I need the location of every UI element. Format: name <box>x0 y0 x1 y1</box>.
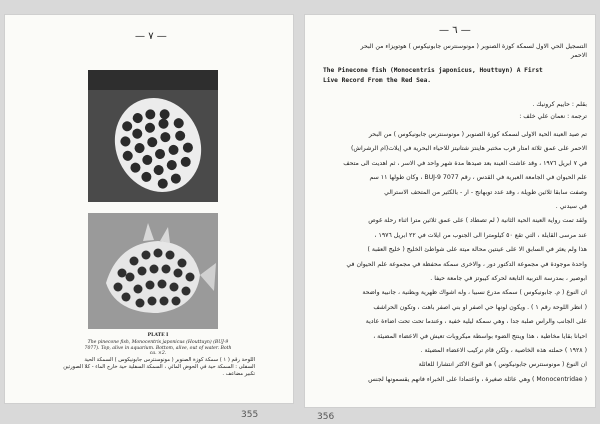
body-line: علم الحيوان في الجامعة العبرية في القدس ، رقم BUJ-9 7077 ، وكان طولها ١١ سم <box>369 174 587 182</box>
body-line: ( ١٩٢٨ ) حملته هذه الخاصية ، ولكن قام تركيب الاعضاء المضيئة . <box>420 347 587 354</box>
body-line: في سيدني . <box>555 203 587 210</box>
body-line: واحدة موجودة في مجموعة الدكتور دور ، والاخرى سمكة محفظة في مجموعة علم الحيوان في <box>346 260 587 268</box>
arabic-caption-line-1: اللوحة رقم ( ١ ) سمكة كوزة الصنوبر ( مونوسنترس جابونيكوس ) السمكة الحية <box>84 357 255 363</box>
title-en-line-1: The Pinecone fish (Monocentris japonicus, Houttuyn) A First <box>323 67 543 74</box>
body-line: في ٧ ابريل ١٩٧٦ ، وقد عاشت العينة بعد صيدها مدة شهر واحد في الاسر ، ثم اهديت الى متحف <box>343 159 587 167</box>
body-line: وصفت سابقا ثلاثين طويلة ، وقد عدد توبهانج - آر - بالكثير من المتحف الاسترالي <box>384 188 587 196</box>
body-line: الاحمر على عمق ثلاثة امتار قرب مختبر هاينتز شتانيتز للاحياء البحرية في إيلات(ام الرشراش) <box>351 145 587 153</box>
right-footer-number: 356 <box>317 412 335 422</box>
fish-photo-bottom <box>88 213 218 329</box>
body-line: على الجانب والرأس صلبة جدا ، وهي سمكة ليلية خفية ، وعندما تحت تحت اضاءة عادية <box>365 318 587 326</box>
left-footer-number: 355 <box>241 410 259 420</box>
header-ar-line-2: الاحمر <box>570 52 587 59</box>
arabic-caption-line-3: تكبير مضاعف . <box>222 371 255 377</box>
body-line: احيانا بقايا مخاطية ، هذا وينتج الضوء بواسطة ميكروبات تعيش في الاعضاء المضيئة ، <box>373 332 587 340</box>
body-line: عند مرسى القايلة ، التي تقع ٥٠ كيلومترا الى الجنوب من ايلات في ٢٢ ابريل ١٩٧٦ ، <box>374 231 587 239</box>
arabic-caption-line-2: السفلى : السمكة حية في الحوض المائي ، السمكة السفلية حية خارج الماء - كلا الصورتين <box>63 364 255 370</box>
left-page <box>4 14 294 420</box>
body-line: هذا ولم يعثر في السابق الا على عينتين محالة ميتة على شواطئ الخليج ( خليج العقبة ) <box>367 246 587 254</box>
body-line: ( Monocentridae ) وهي عائلة صغيرة ، واعتمادا على الخبراء فانهم يقسمونها لجنس <box>368 375 587 383</box>
fish-photo-top <box>88 70 218 202</box>
author-line: بقلم : حاييم كرونيك . <box>532 101 587 108</box>
plate-caption-text: The pinecone fish, Monocentris japonicus (Houttuyn) (BUJ-9 7077). Top, alive in aquarium. Bottom, alive, out of water. Both ca. ×2. <box>84 340 232 357</box>
body-line: ان النوع ( م. جابونيكوس ) سمكة مدرع نسبيا ، وله اشواك ظهرية وبطنية ، جانبية واضحة <box>362 289 587 297</box>
body-line: أبوصير ، بمدرسة التربية التابعة لحركة كيبوتز في جامعة حيفا . <box>430 275 587 282</box>
title-en-line-2: Live Record From the Red Sea. <box>323 77 432 84</box>
header-ar-line-1: التسجيل الحي الاول لسمكة كوزة الصنوبر ( مونوسنترس جابونيكوس ) هوتويزاء من البحر <box>360 43 587 50</box>
body-line: تم صيد العينة الحية الاولى لسمكة كوزة الصنوبر ( مونوسنترس جابونيكوس ) من البحر <box>368 131 587 138</box>
right-page-marker: — ٦ — <box>439 25 471 36</box>
body-line: ان النوع ( مونوسنترس جابونيكوس ) هو النوع الاكثر انتشارا للعائلة <box>418 361 587 369</box>
body-line: ولقد تمت رواية العينة الحية الثانية ( لم تصطاد ) على عمق ثلاثين مترا اثناء رحلة غوص <box>368 217 587 225</box>
body-line: ( انظر اللوحة رقم ١ ) . ويكون لونها حي اصفر او بني اصفر باهت ، وتكون الحراشف <box>373 303 587 311</box>
plate-caption-title: PLATE I <box>147 333 169 338</box>
right-page <box>304 14 596 422</box>
left-page-marker: — ٧ — <box>135 31 167 42</box>
translator-line: ترجمة : نعمان علي خلف : <box>519 113 587 120</box>
